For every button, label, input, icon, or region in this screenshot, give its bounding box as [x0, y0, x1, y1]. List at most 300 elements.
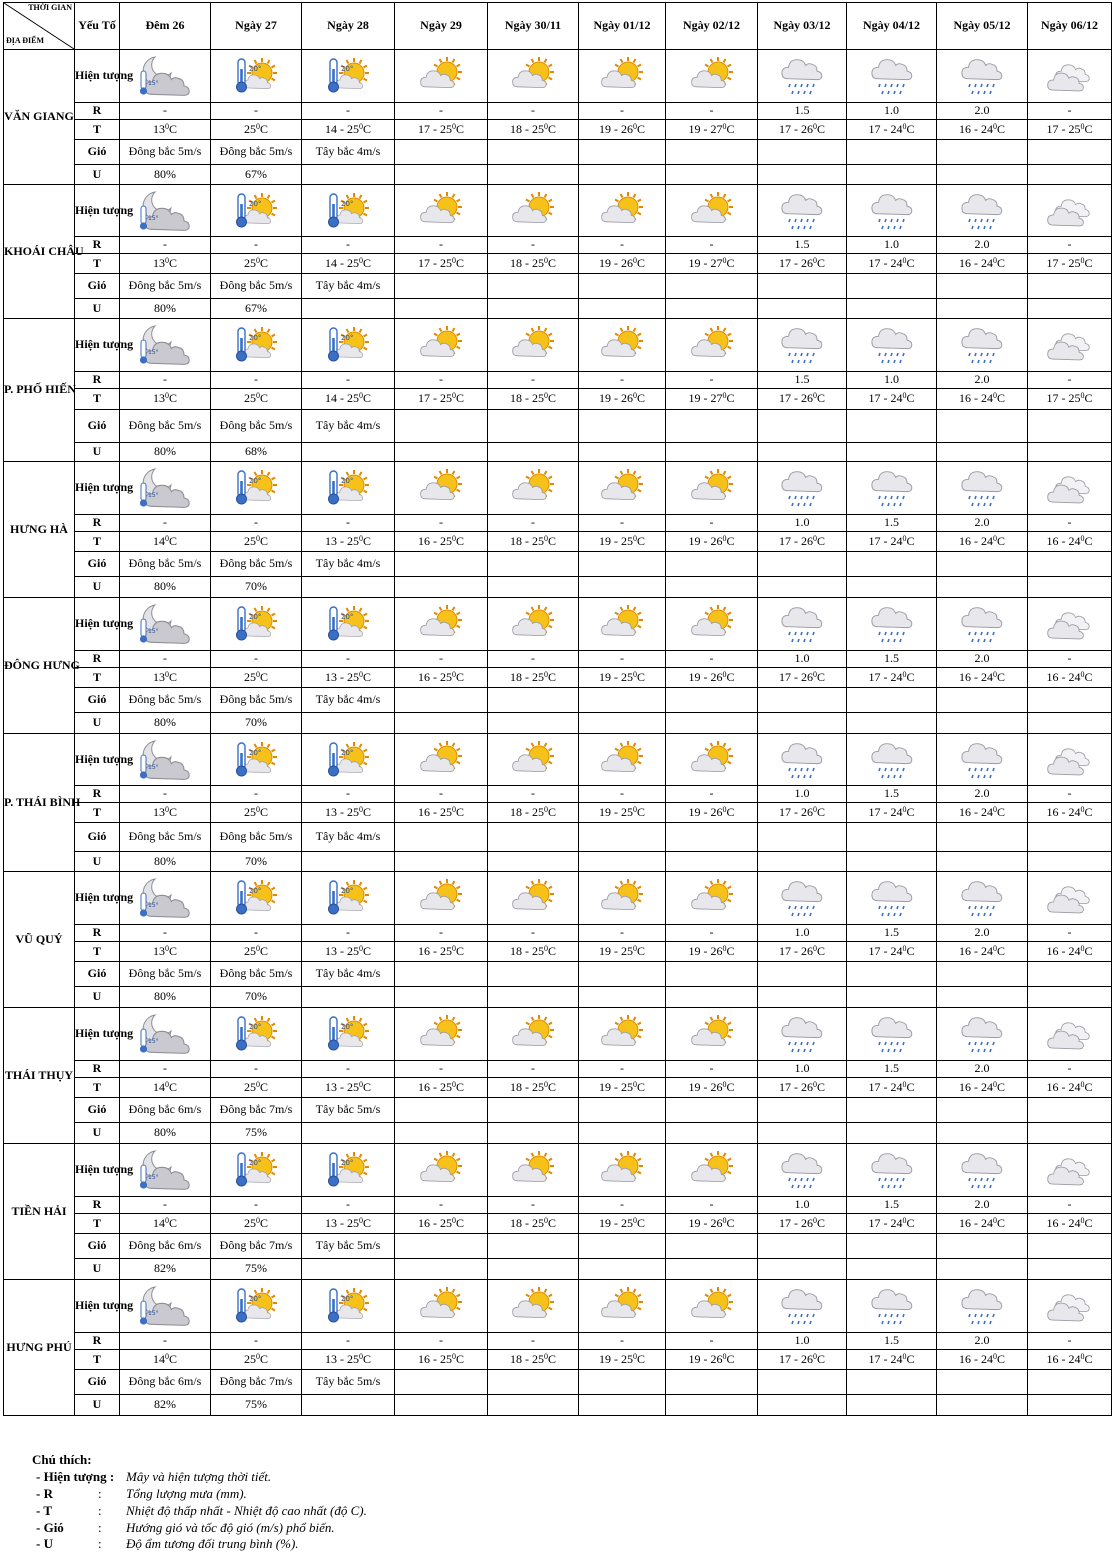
temperature-cell: [1028, 803, 1112, 823]
rainfall-cell: -: [302, 651, 395, 668]
rainfall-cell: -: [488, 651, 579, 668]
humidity-cell: 70%: [211, 577, 302, 598]
celsius-unit: C: [168, 943, 177, 958]
location-name: HƯNG HÀ: [4, 462, 75, 598]
rainfall-cell: 1.5: [847, 786, 937, 803]
temperature-cell: [666, 1350, 758, 1370]
temperature-cell: [937, 389, 1028, 410]
celsius-unit: C: [906, 1079, 915, 1094]
celsius-unit: C: [996, 943, 1005, 958]
wind-cell: [1028, 552, 1112, 577]
degree-mark: 0: [992, 804, 997, 814]
humidity-cell: [937, 987, 1028, 1008]
celsius-unit: C: [1084, 255, 1093, 270]
weather-icon-cell: [847, 872, 937, 925]
wind-cell: [488, 140, 579, 165]
humidity-cell: 70%: [211, 713, 302, 734]
celsius-unit: C: [816, 1079, 825, 1094]
temperature-cell: [937, 942, 1028, 962]
weather-icon-cell: [758, 598, 847, 651]
humidity-cell: [579, 987, 666, 1008]
degree-mark: 0: [632, 1215, 637, 1225]
thermometer-sun-icon: [324, 1149, 372, 1191]
svg-text:15°: 15°: [148, 349, 159, 356]
temperature-range: 17 - 26: [778, 121, 813, 136]
temperature-cell: [488, 668, 579, 688]
wind-cell: [847, 410, 937, 443]
temperature-range: 19 - 26: [688, 1079, 723, 1094]
weather-icon-cell: [120, 1280, 211, 1333]
svg-text:20°: 20°: [341, 477, 354, 485]
weather-icon-cell: [579, 50, 666, 103]
celsius-unit: C: [362, 255, 371, 270]
humidity-cell: 80%: [120, 165, 211, 185]
degree-mark: 0: [812, 391, 817, 401]
wind-cell: [937, 140, 1028, 165]
factor-label-t: T: [75, 942, 120, 962]
wind-cell: Đông bắc 5m/s: [211, 552, 302, 577]
sun-cloud-icon: [509, 740, 557, 780]
degree-mark: 0: [164, 1215, 169, 1225]
rainfall-cell: 2.0: [937, 1333, 1028, 1350]
wind-cell: [1028, 140, 1112, 165]
rainfall-cell: -: [120, 1333, 211, 1350]
weather-icon-cell: [488, 462, 579, 515]
location-row-gio: [4, 1234, 1112, 1259]
wind-cell: Tây bắc 4m/s: [302, 552, 395, 577]
humidity-cell: 68%: [211, 443, 302, 462]
date-column-header: Ngày 30/11: [488, 3, 579, 50]
degree-mark: 0: [1080, 1351, 1085, 1361]
humidity-cell: [395, 1395, 488, 1416]
humidity-cell: 82%: [120, 1259, 211, 1280]
degree-mark: 0: [1080, 804, 1085, 814]
celsius-unit: C: [168, 533, 177, 548]
weather-icon-cell: [1028, 185, 1112, 237]
humidity-cell: [395, 1259, 488, 1280]
wind-cell: [666, 410, 758, 443]
humidity-cell: [666, 987, 758, 1008]
location-row-t: [4, 120, 1112, 140]
thermometer-sun-icon: [324, 603, 372, 645]
temperature-cell: [211, 1350, 302, 1370]
wind-cell: Tây bắc 4m/s: [302, 688, 395, 713]
location-row-u: [4, 443, 1112, 462]
note-desc: Mây và hiện tượng thời tiết.: [126, 1468, 272, 1484]
rainfall-cell: 1.5: [758, 372, 847, 389]
celsius-unit: C: [1084, 943, 1093, 958]
rain-cloud-icon: [868, 876, 916, 920]
humidity-cell: 80%: [120, 713, 211, 734]
overcast-cloud-icon: [1046, 1152, 1094, 1188]
degree-mark: 0: [812, 1079, 817, 1089]
temperature-range: 25: [243, 1215, 256, 1230]
celsius-unit: C: [168, 121, 177, 136]
humidity-cell: 75%: [211, 1259, 302, 1280]
temperature-cell: [395, 1214, 488, 1234]
rainfall-cell: -: [1028, 103, 1112, 120]
humidity-cell: [847, 577, 937, 598]
svg-text:15°: 15°: [148, 1038, 159, 1045]
rain-cloud-icon: [958, 602, 1006, 646]
rain-cloud-icon: [868, 323, 916, 367]
weather-icon-cell: [120, 872, 211, 925]
sun-cloud-icon: [417, 1150, 465, 1190]
overcast-cloud-icon: [1046, 1016, 1094, 1052]
humidity-cell: [847, 852, 937, 872]
celsius-unit: C: [906, 1351, 915, 1366]
celsius-unit: C: [1084, 804, 1093, 819]
wind-cell: [758, 140, 847, 165]
temperature-range: 19 - 25: [598, 1351, 633, 1366]
rain-cloud-icon: [868, 189, 916, 233]
celsius-unit: C: [906, 1215, 915, 1230]
rainfall-cell: 1.5: [847, 1197, 937, 1214]
weather-icon-cell: [758, 734, 847, 786]
celsius-unit: C: [259, 391, 268, 406]
weather-icon-cell: [120, 1144, 211, 1197]
factor-label-u: U: [75, 713, 120, 734]
humidity-cell: [1028, 713, 1112, 734]
wind-cell: [488, 1234, 579, 1259]
factor-label-gio: Gió: [75, 1234, 120, 1259]
weather-icon-cell: [395, 872, 488, 925]
celsius-unit: C: [547, 255, 556, 270]
rain-cloud-icon: [778, 1148, 826, 1192]
night-moon-cloud-icon: [137, 875, 193, 921]
rainfall-cell: 2.0: [937, 651, 1028, 668]
factor-label-gio: Gió: [75, 688, 120, 713]
factor-label-t: T: [75, 1214, 120, 1234]
factor-label-gio: Gió: [75, 274, 120, 299]
temperature-cell: [120, 1214, 211, 1234]
weather-icon-cell: [847, 1280, 937, 1333]
temperature-cell: [1028, 389, 1112, 410]
celsius-unit: C: [455, 804, 464, 819]
rain-cloud-icon: [958, 54, 1006, 98]
wind-cell: [488, 410, 579, 443]
humidity-cell: [395, 987, 488, 1008]
humidity-cell: [847, 165, 937, 185]
note-key: - Hiện tượng :: [36, 1468, 115, 1484]
temperature-cell: [1028, 668, 1112, 688]
celsius-unit: C: [362, 1215, 371, 1230]
rainfall-cell: -: [211, 651, 302, 668]
wind-cell: [758, 1234, 847, 1259]
temperature-range: 16 - 24: [958, 943, 993, 958]
degree-mark: 0: [722, 943, 727, 953]
temperature-cell: [758, 1078, 847, 1098]
temperature-range: 25: [243, 804, 256, 819]
temperature-range: 17 - 25: [417, 255, 452, 270]
temperature-range: 16 - 24: [1046, 669, 1081, 684]
degree-mark: 0: [992, 391, 997, 401]
wind-cell: [488, 823, 579, 852]
rainfall-cell: -: [395, 786, 488, 803]
humidity-cell: [302, 1123, 395, 1144]
humidity-cell: 70%: [211, 987, 302, 1008]
weather-icon-cell: [488, 185, 579, 237]
celsius-unit: C: [362, 943, 371, 958]
degree-mark: 0: [902, 533, 907, 543]
celsius-unit: C: [996, 1351, 1005, 1366]
temperature-cell: [666, 1078, 758, 1098]
wind-cell: [758, 1370, 847, 1395]
sun-cloud-icon: [509, 468, 557, 508]
svg-text:15°: 15°: [148, 214, 159, 222]
factor-label-t: T: [75, 389, 120, 410]
rainfall-cell: -: [395, 372, 488, 389]
humidity-cell: [302, 1395, 395, 1416]
rainfall-cell: -: [120, 515, 211, 532]
humidity-cell: [758, 852, 847, 872]
degree-mark: 0: [164, 804, 169, 814]
celsius-unit: C: [996, 1215, 1005, 1230]
location-row-u: [4, 713, 1112, 734]
location-row-hien-tuong: [4, 185, 1112, 237]
thermometer-sun-icon: [232, 1013, 280, 1055]
location-row-r: [4, 651, 1112, 668]
temperature-cell: [211, 532, 302, 552]
sun-cloud-icon: [417, 1286, 465, 1326]
note-key: - T: [36, 1502, 53, 1518]
factor-label-r: R: [75, 651, 120, 668]
weather-icon-cell: [579, 1280, 666, 1333]
svg-text:15°: 15°: [148, 1310, 159, 1317]
rainfall-cell: -: [488, 372, 579, 389]
celsius-unit: C: [816, 121, 825, 136]
svg-text:20°: 20°: [249, 1295, 262, 1303]
rainfall-cell: -: [395, 1061, 488, 1078]
humidity-cell: [758, 443, 847, 462]
temperature-cell: [666, 803, 758, 823]
celsius-unit: C: [455, 533, 464, 548]
sun-cloud-icon: [688, 878, 736, 918]
factor-label-u: U: [75, 987, 120, 1008]
location-row-t: [4, 532, 1112, 552]
rainfall-cell: -: [666, 651, 758, 668]
humidity-cell: [666, 443, 758, 462]
temperature-cell: [1028, 254, 1112, 274]
humidity-cell: [488, 1259, 579, 1280]
humidity-cell: [666, 1395, 758, 1416]
wind-cell: Đông bắc 5m/s: [120, 140, 211, 165]
location-row-t: [4, 1214, 1112, 1234]
weather-icon-cell: [666, 734, 758, 786]
location-row-hien-tuong: [4, 1280, 1112, 1333]
sun-cloud-icon: [417, 740, 465, 780]
weather-icon-cell: [302, 1144, 395, 1197]
humidity-cell: [666, 1259, 758, 1280]
wind-cell: Đông bắc 5m/s: [120, 410, 211, 443]
factor-label-gio: Gió: [75, 140, 120, 165]
humidity-cell: [847, 299, 937, 319]
temperature-cell: [120, 803, 211, 823]
humidity-cell: 80%: [120, 443, 211, 462]
corner-time-label: THỜI GIAN: [28, 3, 72, 12]
weather-icon-cell: [579, 734, 666, 786]
degree-mark: 0: [358, 1215, 363, 1225]
temperature-cell: [666, 254, 758, 274]
rainfall-cell: -: [395, 103, 488, 120]
svg-text:20°: 20°: [249, 1159, 262, 1167]
rain-cloud-icon: [778, 1284, 826, 1328]
weather-icon-cell: [395, 462, 488, 515]
rainfall-cell: 1.5: [758, 237, 847, 254]
location-name: VŨ QUÝ: [4, 872, 75, 1008]
sun-cloud-icon: [417, 325, 465, 365]
wind-cell: [666, 274, 758, 299]
weather-icon-cell: [302, 1280, 395, 1333]
location-row-gio: [4, 823, 1112, 852]
temperature-range: 19 - 26: [688, 1351, 723, 1366]
temperature-cell: [120, 1350, 211, 1370]
temperature-cell: [579, 1214, 666, 1234]
weather-icon-cell: [395, 1008, 488, 1061]
location-row-gio: [4, 1370, 1112, 1395]
rainfall-cell: 1.0: [847, 237, 937, 254]
rainfall-cell: -: [120, 372, 211, 389]
rainfall-cell: -: [120, 103, 211, 120]
humidity-cell: [1028, 165, 1112, 185]
temperature-range: 16 - 24: [958, 1351, 993, 1366]
humidity-cell: [579, 165, 666, 185]
humidity-cell: [937, 299, 1028, 319]
temperature-range: 14 - 25: [324, 255, 359, 270]
wind-cell: [1028, 1234, 1112, 1259]
temperature-range: 18 - 25: [509, 1079, 544, 1094]
weather-icon-cell: [211, 1144, 302, 1197]
factor-label-hien-tuong: Hiện tượng: [75, 1280, 120, 1333]
rainfall-cell: -: [302, 237, 395, 254]
sun-cloud-icon: [509, 1286, 557, 1326]
factor-label-u: U: [75, 1123, 120, 1144]
weather-icon-cell: [937, 1008, 1028, 1061]
svg-text:20°: 20°: [249, 887, 262, 895]
temperature-cell: [937, 254, 1028, 274]
temperature-range: 18 - 25: [509, 1351, 544, 1366]
svg-text:20°: 20°: [341, 65, 354, 73]
wind-cell: [395, 823, 488, 852]
degree-mark: 0: [451, 943, 456, 953]
temperature-range: 13 - 25: [324, 804, 359, 819]
note-key: - U: [36, 1536, 53, 1552]
degree-mark: 0: [255, 1079, 260, 1089]
sun-cloud-icon: [598, 325, 646, 365]
humidity-cell: [488, 1395, 579, 1416]
humidity-cell: [847, 443, 937, 462]
degree-mark: 0: [451, 1351, 456, 1361]
date-column-header: Ngày 04/12: [847, 3, 937, 50]
temperature-cell: [937, 1350, 1028, 1370]
degree-mark: 0: [992, 121, 997, 131]
celsius-unit: C: [547, 669, 556, 684]
rain-cloud-icon: [868, 54, 916, 98]
temperature-cell: [488, 120, 579, 140]
degree-mark: 0: [812, 943, 817, 953]
weather-icon-cell: [120, 50, 211, 103]
temperature-cell: [120, 942, 211, 962]
location-name: P. PHỐ HIẾN: [4, 319, 75, 462]
factor-label-t: T: [75, 120, 120, 140]
location-row-r: [4, 1333, 1112, 1350]
factor-label-r: R: [75, 1333, 120, 1350]
wind-cell: [758, 552, 847, 577]
date-column-header: Đêm 26: [120, 3, 211, 50]
factor-label-u: U: [75, 165, 120, 185]
wind-cell: [666, 962, 758, 987]
wind-cell: Đông bắc 7m/s: [211, 1370, 302, 1395]
temperature-range: 13: [152, 255, 165, 270]
humidity-cell: [488, 852, 579, 872]
temperature-cell: [1028, 532, 1112, 552]
rain-cloud-icon: [868, 1012, 916, 1056]
rainfall-cell: 1.0: [847, 372, 937, 389]
factor-label-t: T: [75, 532, 120, 552]
wind-cell: [847, 1370, 937, 1395]
weather-icon-cell: [666, 1144, 758, 1197]
temperature-range: 13 - 25: [324, 1351, 359, 1366]
rain-cloud-icon: [778, 876, 826, 920]
rainfall-cell: 1.5: [847, 515, 937, 532]
celsius-unit: C: [726, 1079, 735, 1094]
rainfall-cell: -: [211, 237, 302, 254]
humidity-cell: [937, 1395, 1028, 1416]
degree-mark: 0: [812, 669, 817, 679]
rainfall-cell: -: [395, 925, 488, 942]
weather-icon-cell: [666, 1008, 758, 1061]
humidity-cell: [1028, 987, 1112, 1008]
degree-mark: 0: [358, 533, 363, 543]
rainfall-cell: -: [579, 1197, 666, 1214]
celsius-unit: C: [362, 533, 371, 548]
sun-cloud-icon: [417, 604, 465, 644]
degree-mark: 0: [812, 804, 817, 814]
rainfall-cell: -: [302, 515, 395, 532]
degree-mark: 0: [902, 1215, 907, 1225]
celsius-unit: C: [906, 391, 915, 406]
weather-icon-cell: [937, 872, 1028, 925]
temperature-cell: [758, 1214, 847, 1234]
factor-label-u: U: [75, 577, 120, 598]
temperature-range: 16 - 25: [417, 669, 452, 684]
location-name: KHOÁI CHÂU: [4, 185, 75, 319]
humidity-cell: [488, 987, 579, 1008]
humidity-cell: [758, 987, 847, 1008]
degree-mark: 0: [358, 669, 363, 679]
wind-cell: [1028, 274, 1112, 299]
wind-cell: [1028, 1098, 1112, 1123]
temperature-cell: [758, 254, 847, 274]
temperature-range: 19 - 27: [688, 121, 723, 136]
sun-cloud-icon: [688, 191, 736, 231]
temperature-cell: [488, 942, 579, 962]
wind-cell: [847, 962, 937, 987]
humidity-cell: [758, 299, 847, 319]
rainfall-cell: -: [211, 103, 302, 120]
temperature-range: 18 - 25: [509, 255, 544, 270]
degree-mark: 0: [812, 255, 817, 265]
degree-mark: 0: [722, 1351, 727, 1361]
rainfall-cell: -: [488, 1197, 579, 1214]
rainfall-cell: -: [120, 1197, 211, 1214]
humidity-cell: [847, 713, 937, 734]
weather-icon-cell: [666, 1280, 758, 1333]
rainfall-cell: -: [211, 1061, 302, 1078]
celsius-unit: C: [636, 1215, 645, 1230]
location-row-t: [4, 942, 1112, 962]
wind-cell: [488, 274, 579, 299]
